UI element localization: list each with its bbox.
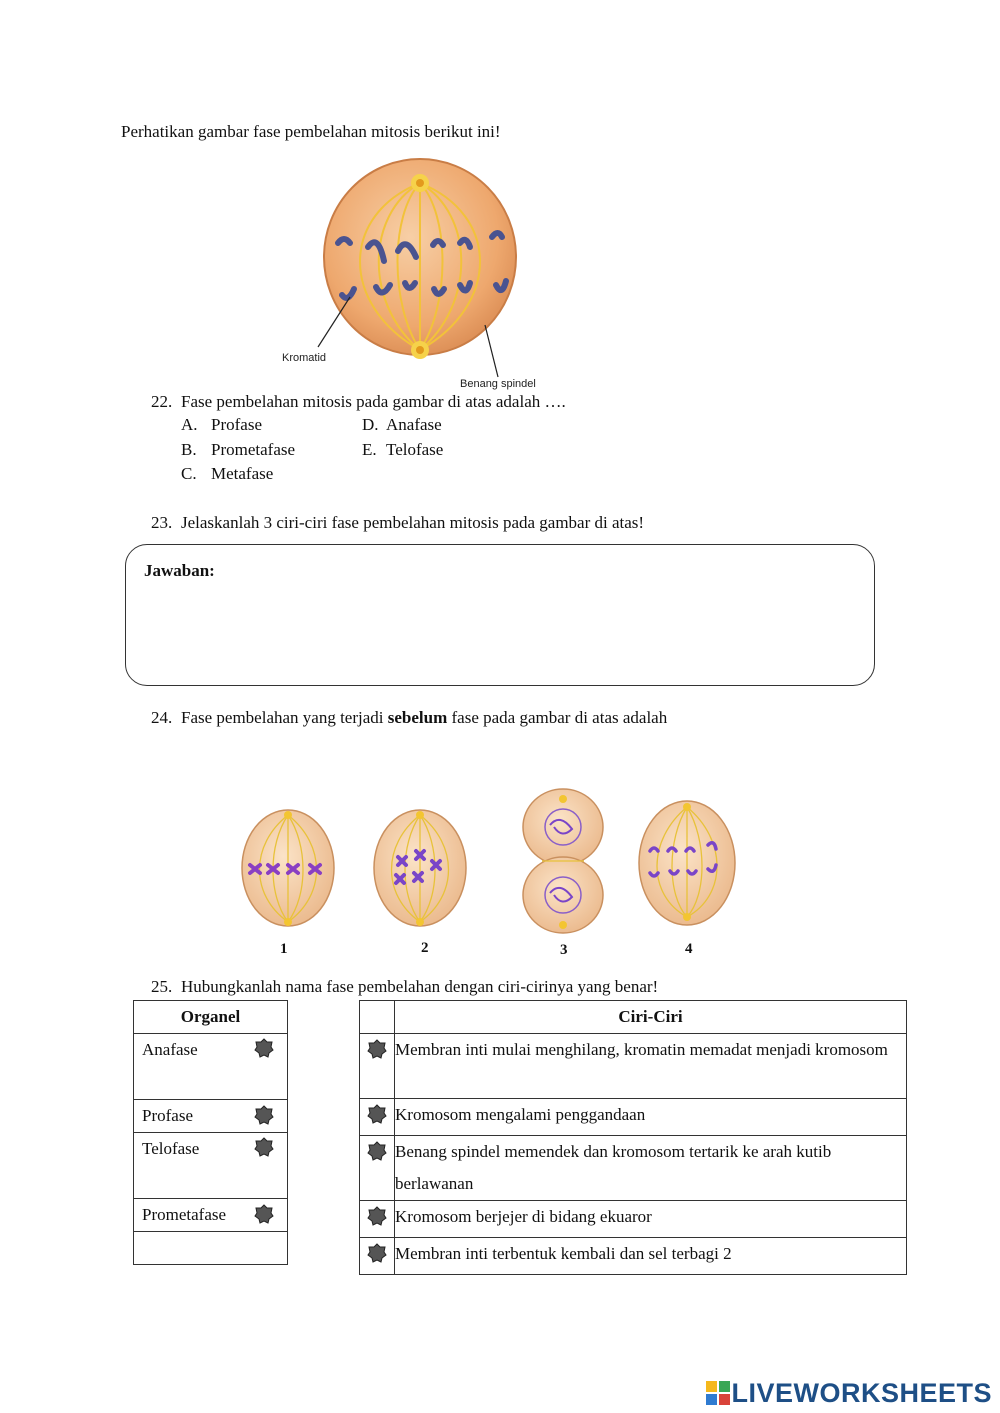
left-connector-dot-4[interactable] xyxy=(254,1204,274,1224)
ciri-item-5: Membran inti terbentuk kembali dan sel terbagi 2 xyxy=(395,1238,907,1275)
q23-number: 23. xyxy=(151,513,173,532)
ciri-item-4: Kromosom berjejer di bidang ekuaror xyxy=(395,1201,907,1238)
q23-answer-label: Jawaban: xyxy=(144,561,215,580)
ciri-header: Ciri-Ciri xyxy=(395,1001,907,1034)
left-connector-dot-2[interactable] xyxy=(254,1105,274,1125)
pointer-kromatid xyxy=(318,297,350,347)
q23-text: Jelaskanlah 3 ciri-ciri fase pembelahan mitosis pada gambar di atas! xyxy=(181,513,645,532)
q24-number: 24. xyxy=(151,708,173,727)
q22-option-e[interactable]: Telofase xyxy=(386,440,444,459)
right-connector-dot-3[interactable] xyxy=(367,1141,387,1161)
liveworksheets-text: LIVEWORKSHEETS xyxy=(731,1378,992,1408)
q22-option-c-letter[interactable]: C. xyxy=(181,464,197,483)
ciri-item-2: Kromosom mengalami penggandaan xyxy=(395,1099,907,1136)
organel-row xyxy=(134,1100,288,1133)
centrosome-top xyxy=(411,174,429,192)
q22-number: 22. xyxy=(151,392,173,411)
q24-text-after: fase pada gambar di atas adalah xyxy=(447,708,668,727)
organel-row xyxy=(134,1199,288,1232)
organel-label-profase: Profase xyxy=(142,1106,193,1125)
q23-answer-box[interactable] xyxy=(125,544,875,686)
organel-row-empty xyxy=(134,1232,288,1265)
phase-figure-3[interactable] xyxy=(523,789,603,933)
ciri-dot-cell xyxy=(360,1238,395,1275)
organel-table xyxy=(133,1000,288,1265)
phase-label-3: 3 xyxy=(560,942,568,958)
pointer-spindel xyxy=(485,325,498,377)
left-connector-dot-3[interactable] xyxy=(254,1137,274,1157)
ciri-header-dot-col xyxy=(360,1001,395,1034)
left-connector-dot-1[interactable] xyxy=(254,1038,274,1058)
organel-row xyxy=(134,1034,288,1100)
right-connector-dot-4[interactable] xyxy=(367,1206,387,1226)
ciri-item-3: Benang spindel memendek dan kromosom tertarik ke arah kutib berlawanan xyxy=(395,1136,907,1201)
phase-figures xyxy=(230,785,750,970)
organel-label-telofase: Telofase xyxy=(142,1139,200,1158)
q22-option-d-letter[interactable]: D. xyxy=(362,415,379,434)
right-connector-dot-1[interactable] xyxy=(367,1039,387,1059)
q24-text-bold: sebelum xyxy=(387,708,448,727)
q22-option-e-letter[interactable]: E. xyxy=(362,440,377,459)
phase-label-2: 2 xyxy=(421,940,429,956)
organel-label-anafase: Anafase xyxy=(142,1040,198,1059)
phase-figure-4[interactable] xyxy=(639,801,735,925)
q22-option-d[interactable]: Anafase xyxy=(386,415,442,434)
ciri-dot-cell xyxy=(360,1136,395,1201)
ciri-dot-cell xyxy=(360,1099,395,1136)
q22-option-a-letter[interactable]: A. xyxy=(181,415,198,434)
q25-text: Hubungkanlah nama fase pembelahan dengan ciri-cirinya yang benar! xyxy=(181,977,659,996)
phase-label-4: 4 xyxy=(685,941,693,957)
q22-text: Fase pembelahan mitosis pada gambar di atas adalah …. xyxy=(181,392,566,411)
right-connector-dot-2[interactable] xyxy=(367,1104,387,1124)
q22-option-b-letter[interactable]: B. xyxy=(181,440,197,459)
centrosome-bottom xyxy=(411,341,429,359)
organel-row xyxy=(134,1133,288,1199)
q24-text xyxy=(181,708,667,728)
phase-figure-2[interactable] xyxy=(374,810,466,926)
ciri-dot-cell xyxy=(360,1034,395,1099)
liveworksheets-logo xyxy=(705,1378,992,1409)
main-cell-figure xyxy=(270,155,570,395)
ciri-item-1: Membran inti mulai menghilang, kromatin memadat menjadi kromosom xyxy=(395,1034,907,1099)
q22-option-b[interactable]: Prometafase xyxy=(211,440,296,459)
right-connector-dot-5[interactable] xyxy=(367,1243,387,1263)
label-benang-spindel: Benang spindel xyxy=(460,378,536,390)
phase-label-1: 1 xyxy=(280,941,288,957)
q24-text-before: Fase pembelahan yang terjadi xyxy=(181,708,388,727)
organel-label-prometafase: Prometafase xyxy=(142,1205,227,1224)
q22-option-c[interactable]: Metafase xyxy=(211,464,274,483)
q22-option-a[interactable]: Profase xyxy=(211,415,262,434)
organel-header: Organel xyxy=(134,1001,288,1034)
ciri-dot-cell xyxy=(360,1201,395,1238)
intro-text: Perhatikan gambar fase pembelahan mitosis berikut ini! xyxy=(121,122,501,141)
q25-number: 25. xyxy=(151,977,173,996)
ciri-table xyxy=(359,1000,907,1275)
liveworksheets-icon xyxy=(705,1380,731,1406)
label-kromatid: Kromatid xyxy=(282,352,327,364)
organel-label-empty xyxy=(134,1232,287,1264)
phase-figure-1[interactable] xyxy=(242,810,334,926)
